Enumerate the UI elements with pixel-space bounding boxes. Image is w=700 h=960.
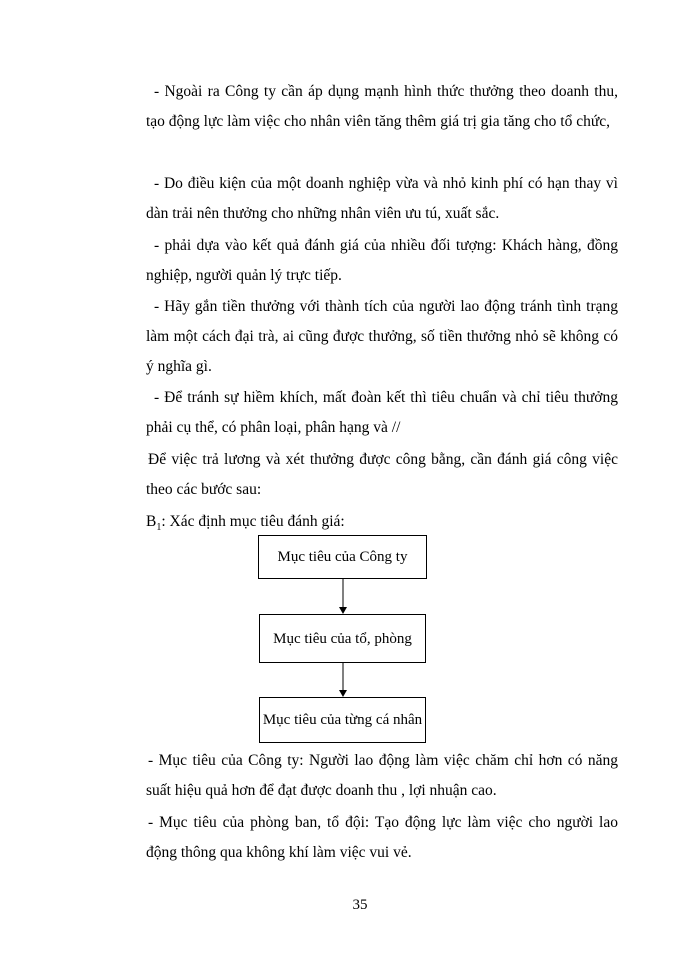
flowchart-box-individual: Mục tiêu của từng cá nhân xyxy=(259,697,426,743)
step-subscript: 1 xyxy=(156,522,162,534)
paragraph-1: - Ngoài ra Công ty cần áp dụng mạnh hình thức thưởng theo doanh thu, tạo động lực làm việc cho nhân viên tăng thêm giá trị gia tăng cho tổ chức, xyxy=(146,83,618,130)
paragraph-6: Để việc trả lương và xét thưởng được công bằng, cần đánh giá công việc theo các bước sau: xyxy=(146,451,618,498)
paragraph-2: - Do điều kiện của một doanh nghiệp vừa và nhỏ kinh phí có hạn thay vì dàn trải nên thưởng cho những nhân viên ưu tú, xuất sắc. xyxy=(146,175,618,222)
page-number: 35 xyxy=(352,897,368,913)
arrow-1 xyxy=(339,579,347,614)
step-prefix: B xyxy=(146,513,157,530)
paragraph-5: - Để tránh sự hiềm khích, mất đoàn kết thì tiêu chuẩn và chỉ tiêu thưởng phải cụ thể, có phân loại, phân hạng và // xyxy=(146,389,618,436)
arrow-2 xyxy=(339,663,347,697)
step-text: : Xác định mục tiêu đánh giá: xyxy=(161,513,345,530)
flowchart-box-company: Mục tiêu của Công ty xyxy=(258,535,427,579)
paragraph-7: - Mục tiêu của Công ty: Người lao động làm việc chăm chỉ hơn có năng suất hiệu quả hơn để đạt được doanh thu , lợi nhuận cao. xyxy=(146,752,618,799)
paragraph-4: - Hãy gắn tiền thưởng với thành tích của người lao động tránh tình trạng làm một cách đại trà, ai cũng được thưởng, số tiền thưởng nhỏ sẽ không có ý nghĩa gì. xyxy=(146,298,618,375)
paragraph-8: - Mục tiêu của phòng ban, tổ đội: Tạo động lực làm việc cho người lao động thông qua không khí làm việc vui vẻ. xyxy=(146,814,618,861)
flowchart-box-department: Mục tiêu của tổ, phòng xyxy=(259,614,426,663)
paragraph-3: - phải dựa vào kết quả đánh giá của nhiều đối tượng: Khách hàng, đồng nghiệp, người quản lý trực tiếp. xyxy=(146,237,618,284)
